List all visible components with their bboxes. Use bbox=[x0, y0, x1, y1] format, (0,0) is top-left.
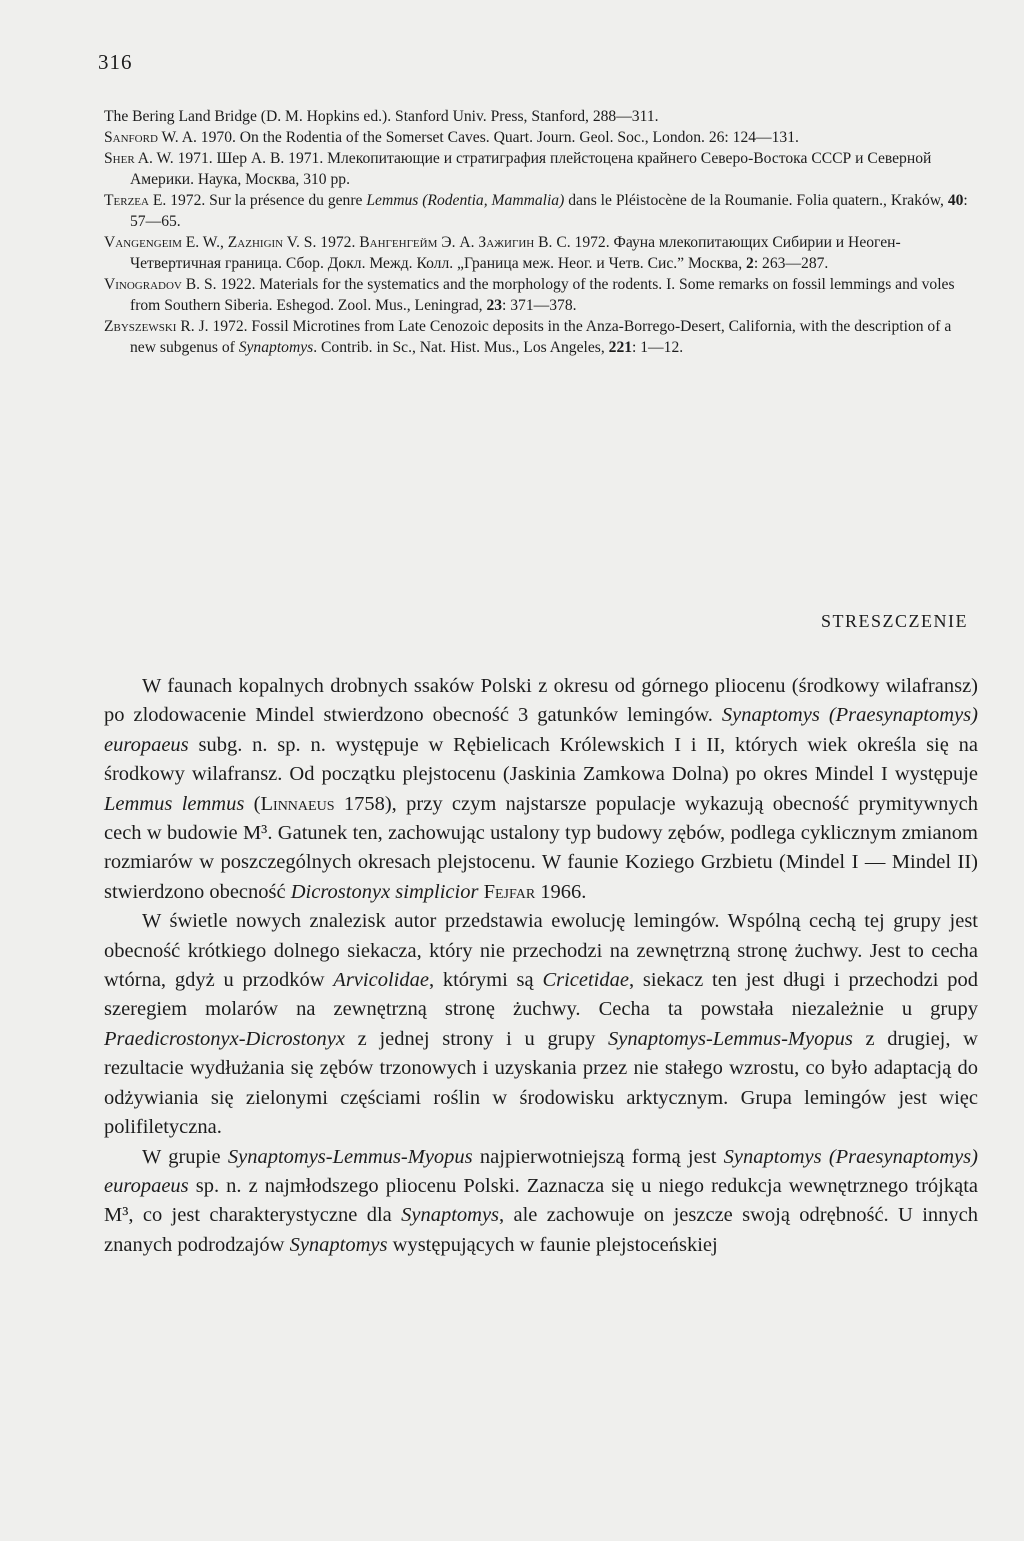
reference-volume: 221 bbox=[608, 339, 633, 356]
reference-zbyszewski bbox=[104, 316, 980, 358]
reference-text: 1972. Фауна млекопитающих Сибирии и Неоген-Четвертичная граница. Сбор. Докл. Межд. Колл. „Граница меж. Неог. и Четв. Сис.” Москва, bbox=[130, 234, 901, 272]
reference-pages: : 1—12. bbox=[632, 339, 684, 356]
reference-sher bbox=[104, 148, 980, 190]
reference-text: 1922. Materials for the systematics and the morphology of the rodents. I. Some remarks on fossil lemmings and voles from Southern Siberia. Eshegod. Zool. Mus., Leningrad, bbox=[130, 276, 955, 314]
summary-paragraph-1 bbox=[104, 672, 978, 907]
taxon-name: Lemmus lemmus bbox=[104, 792, 245, 815]
reference-text: The Bering Land Bridge (D. M. Hopkins ed.). Stanford Univ. Press, Stanford, 288—311. bbox=[104, 108, 659, 125]
text-run: z jednej strony i u grupy bbox=[345, 1027, 609, 1050]
reference-terzea bbox=[104, 190, 980, 232]
text-run: , siekacz ten jest długi i przechodzi pod szeregiem molarów na zewnętrzną stronę żuchwy. Cecha ta powstała niezależnie u grupy bbox=[104, 969, 978, 1021]
text-run: sp. n. z najmłodszego pliocenu Polski. Zaznacza się u niego redukcja wewnętrznego trójkąta M³, co jest charakterystyczne dla bbox=[104, 1174, 978, 1227]
reference-volume: 23 bbox=[486, 297, 503, 314]
text-run: ( bbox=[244, 792, 261, 815]
reference-pages: : 371—378. bbox=[502, 297, 577, 314]
reference-text: 1972. Fossil Microtines from Late Cenozoic deposits in the Anza-Borrego-Desert, California, with the description of a new subgenus of bbox=[130, 318, 952, 356]
taxon-name: Cricetidae bbox=[542, 969, 629, 992]
text-run: W faunach kopalnych drobnych ssaków Polski z okresu od górnego pliocenu (środkowy wilafransz) po zlodowacenie Mindel stwierdzono obecność 3 gatunków lemingów. bbox=[104, 675, 978, 727]
taxon-name: Synaptomys-Lemmus-Myopus bbox=[227, 1145, 473, 1168]
taxon-name: Arvicolidae bbox=[333, 969, 429, 992]
text-run: , którymi są bbox=[428, 969, 543, 992]
taxon-name: Praedicrostonyx-Dicrostonyx bbox=[104, 1027, 345, 1050]
reference-volume: 2 bbox=[746, 255, 754, 272]
reference-vinogradov bbox=[104, 274, 980, 316]
reference-pages: : 57—65. bbox=[130, 192, 968, 230]
text-run: 1758), przy czym najstarsze populacje wykazują obecność prymitywnych cech w budowie M³. Gatunek ten, zachowując ustalony typ budowy zębów, podlega cyklicznym zmianom rozmiarów w poszczególnych okresach plejstocenu. W faunie Koziego Grzbietu (Mindel I — Mindel II) stwierdzono obecność bbox=[104, 792, 978, 903]
reference-author: Vangengeim E. W., Zazhigin V. S. bbox=[104, 234, 317, 251]
text-run: subg. n. sp. n. występuje w Rębielicach Królewskich I i II, których wiek określa się na środkowy wilafransz. Od początku plejstocenu (Jaskinia Zamkowa Dolna) po okres Mindel I występuje bbox=[104, 733, 978, 786]
reference-taxon: Synaptomys bbox=[238, 339, 314, 356]
reference-text: dans le Pléistocène de la Roumanie. Folia quatern., Kraków, bbox=[564, 192, 948, 209]
text-run: najpierwotniejszą formą jest bbox=[472, 1145, 724, 1168]
reference-author: Sanford W. A. bbox=[104, 129, 197, 146]
reference-author: Zbyszewski R. J. bbox=[104, 318, 209, 335]
reference-author-cyrillic: Вангенгейм Э. А. Зажигин В. С. bbox=[359, 234, 571, 251]
reference-text: . Contrib. in Sc., Nat. Hist. Mus., Los Angeles, bbox=[313, 339, 609, 356]
summary-paragraph-2 bbox=[104, 907, 978, 1142]
text-run: , ale zachowuje on jeszcze swoją odrębność. U innych znanych podrodzajów bbox=[104, 1204, 978, 1256]
summary-paragraph-3 bbox=[104, 1143, 978, 1261]
taxon-name: Synaptomys bbox=[401, 1204, 500, 1227]
taxon-name: Synaptomys-Lemmus-Myopus bbox=[608, 1027, 853, 1050]
reference-sanford bbox=[104, 127, 980, 148]
reference-text: 1972. Sur la présence du genre bbox=[166, 192, 367, 209]
author-name: Fejfar bbox=[483, 880, 536, 903]
reference-pages: : 263—287. bbox=[753, 255, 829, 272]
author-name: Linnaeus bbox=[260, 792, 335, 815]
reference-author: Terzea E. bbox=[104, 192, 167, 209]
reference-vangengeim bbox=[104, 232, 980, 274]
text-run: W świetle nowych znalezisk autor przedstawia ewolucję lemingów. Wspólną cechą tej grupy jest obecność krótkiego dolnego siekacza, który nie przechodzi na zewnętrzną stronę żuchwy. Jest to cecha wtórna, gdyż u przodków bbox=[104, 910, 978, 992]
reference-text: 1971. Шер А. В. 1971. Млекопитающие и стратиграфия плейстоцена крайнего Северо-Востока СССР и Северной Америки. Наука, Москва, 310 pp. bbox=[130, 150, 932, 188]
reference-author: Sher A. W. bbox=[104, 150, 174, 167]
taxon-name: Dicrostonyx simplicior bbox=[290, 880, 479, 903]
reference-taxon: Lemmus (Rodentia, Mammalia) bbox=[366, 192, 565, 209]
text-run: W grupie bbox=[142, 1145, 228, 1168]
summary-title: STRESZCZENIE bbox=[821, 611, 968, 631]
text-run: z drugiej, w rezultacie wydłużania się zębów trzonowych i uzyskania przez nie stałego wzrostu, co było adaptacją do odżywiania się zielonymi częściami roślin w środowisku arktycznym. Grupa lemingów jest więc polifiletyczna. bbox=[104, 1027, 978, 1139]
reference-author: Vinogradov B. S. bbox=[104, 276, 217, 293]
reference-volume: 40 bbox=[947, 192, 964, 209]
taxon-name: Synaptomys (Praesynaptomys) europaeus bbox=[104, 704, 978, 756]
text-run: 1966. bbox=[535, 880, 587, 903]
reference-text: 1970. On the Rodentia of the Somerset Caves. Quart. Journ. Geol. Soc., London. 26: 124—131. bbox=[196, 129, 799, 146]
taxon-name: Synaptomys bbox=[289, 1233, 388, 1256]
summary-body bbox=[104, 672, 978, 1260]
references-list bbox=[104, 106, 980, 358]
page-number: 316 bbox=[98, 50, 133, 74]
taxon-name: Synaptomys (Praesynaptomys) europaeus bbox=[104, 1145, 978, 1197]
text-run: występujących w faunie plejstoceńskiej bbox=[387, 1233, 718, 1256]
reference-hopkins bbox=[104, 106, 980, 127]
reference-text: 1972. bbox=[316, 234, 360, 251]
